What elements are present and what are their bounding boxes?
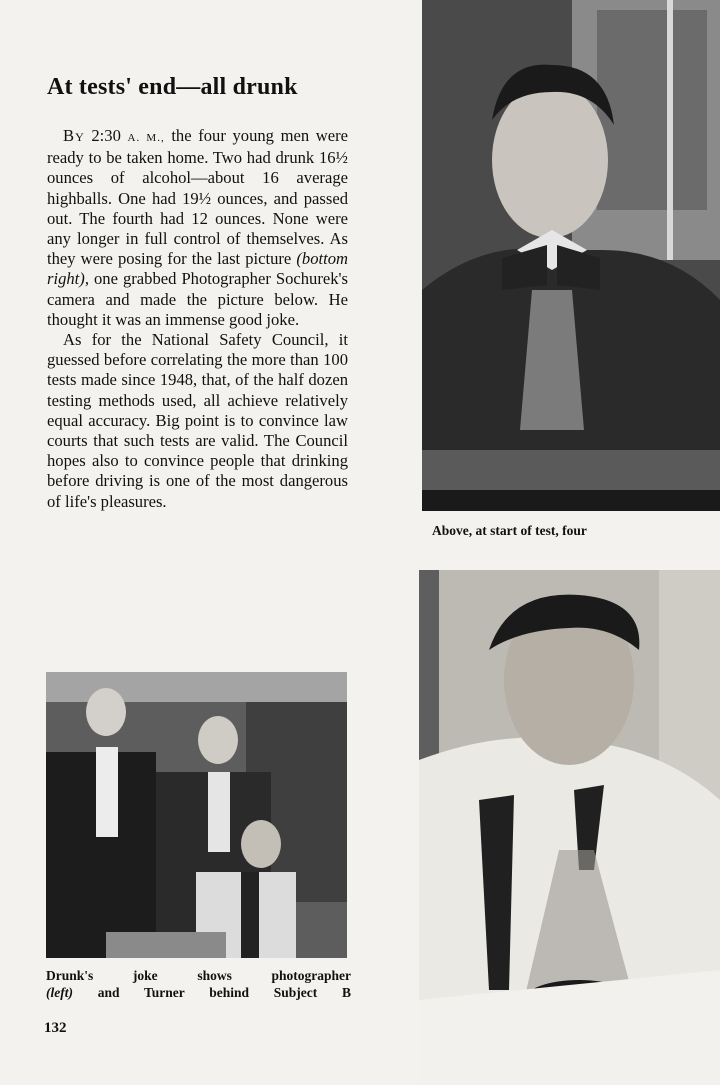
photo-subject-end-image bbox=[419, 570, 720, 1085]
photo-drunks-joke-image bbox=[46, 672, 347, 958]
paragraph-1-italic: (bottom right) bbox=[47, 249, 348, 289]
dropcap-word: By bbox=[63, 126, 85, 145]
caption-bottom-left-line2: and Turner behind Subject B bbox=[72, 985, 351, 1000]
article-body bbox=[47, 126, 348, 512]
photo-subject-start-of-test bbox=[422, 0, 720, 511]
caption-bottom-left-italic: (left) bbox=[46, 985, 73, 1000]
paragraph-2: As for the National Safety Council, it guessed before correlating the more than 100 tests made since 1948, that, of the half dozen testing methods used, all achieve relatively equal accuracy. Big point is to convince law courts that such tests are valid. The Council hopes also to convince people that drinking before driving is one of the most dangerous of life's pleasures. bbox=[47, 330, 348, 511]
caption-bottom-left-line1: Drunk's joke shows photographer bbox=[46, 968, 351, 983]
time-value: 2:30 bbox=[91, 126, 121, 145]
photo-subject-end-of-test bbox=[419, 570, 720, 1085]
caption-bottom-left bbox=[46, 967, 351, 1001]
article-headline: At tests' end—all drunk bbox=[47, 74, 298, 100]
page-number: 132 bbox=[44, 1020, 67, 1036]
paragraph-1-text: the four young men were ready to be taken home. Two had drunk 16½ ounces of alcohol—about 16 average highballs. One had 19½ ounces, and passed out. The fourth had 12 ounces. None were any longer in full control of themselves. As they were posing for the last picture bbox=[47, 126, 348, 269]
time-ampm: A. M., bbox=[127, 132, 165, 144]
paragraph-1-end: , one grabbed Photographer Sochurek's camera and made the picture below. He thought it was an immense good joke. bbox=[47, 269, 348, 329]
photo-drunks-joke bbox=[46, 672, 347, 958]
photo-subject-start-image bbox=[422, 0, 720, 511]
paragraph-1 bbox=[47, 126, 348, 330]
caption-top-right: Above, at start of test, four bbox=[432, 523, 587, 538]
